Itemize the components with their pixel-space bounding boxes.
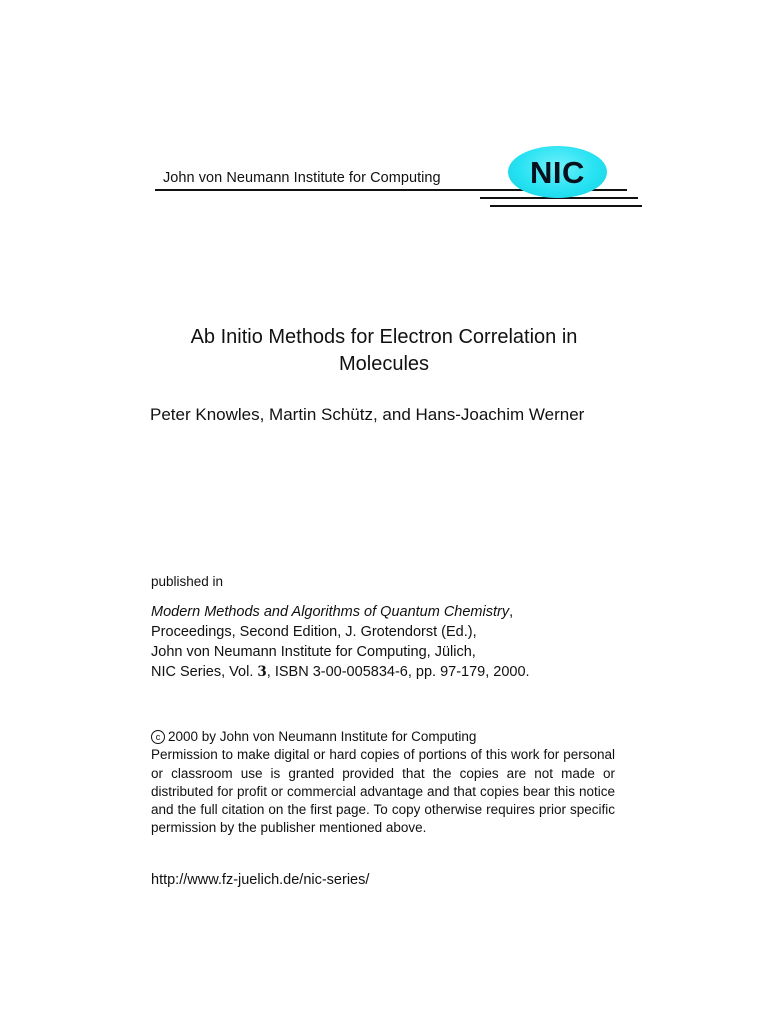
book-title-suffix: , — [509, 604, 514, 620]
header-institute-name: John von Neumann Institute for Computing — [163, 170, 441, 186]
copyright-text: 2000 by John von Neumann Institute for Computing — [168, 729, 477, 744]
copyright-notice — [151, 728, 615, 838]
paper-title-line1: Ab Initio Methods for Electron Correlation in — [190, 326, 578, 348]
volume-number: 3 — [257, 664, 267, 680]
permission-text: Permission to make digital or hard copies of portions of this work for personal or classroom use is granted provided that the copies are not made or distributed for profit or commercial advantage and that copies bear this notice and the full citation on the first page. To copy otherwise requires prior specific permission by the publisher mentioned above. — [151, 747, 615, 836]
book-title-line — [151, 602, 530, 622]
published-in-label: published in — [151, 574, 224, 589]
series-prefix: NIC Series, Vol. — [151, 664, 254, 680]
copyright-icon: c — [151, 730, 165, 744]
copyright-line — [151, 728, 615, 746]
logo-underline-2 — [490, 205, 642, 207]
proceedings-line: Proceedings, Second Edition, J. Grotendorst (Ed.), — [151, 624, 477, 640]
author-list: Peter Knowles, Martin Schütz, and Hans-Joachim Werner — [150, 405, 585, 424]
publication-details — [151, 602, 530, 682]
series-suffix: , ISBN 3-00-005834-6, pp. 97-179, 2000. — [266, 664, 530, 680]
series-line — [151, 662, 530, 682]
nic-logo — [508, 146, 607, 198]
series-url[interactable]: http://www.fz-juelich.de/nic-series/ — [151, 872, 370, 888]
book-title: Modern Methods and Algorithms of Quantum Chemistry — [151, 604, 510, 620]
paper-title-line2: Molecules — [338, 353, 430, 375]
nic-logo-text: NIC — [530, 154, 585, 190]
paper-title — [120, 324, 648, 378]
publisher-line: John von Neumann Institute for Computing, Jülich, — [151, 644, 476, 660]
